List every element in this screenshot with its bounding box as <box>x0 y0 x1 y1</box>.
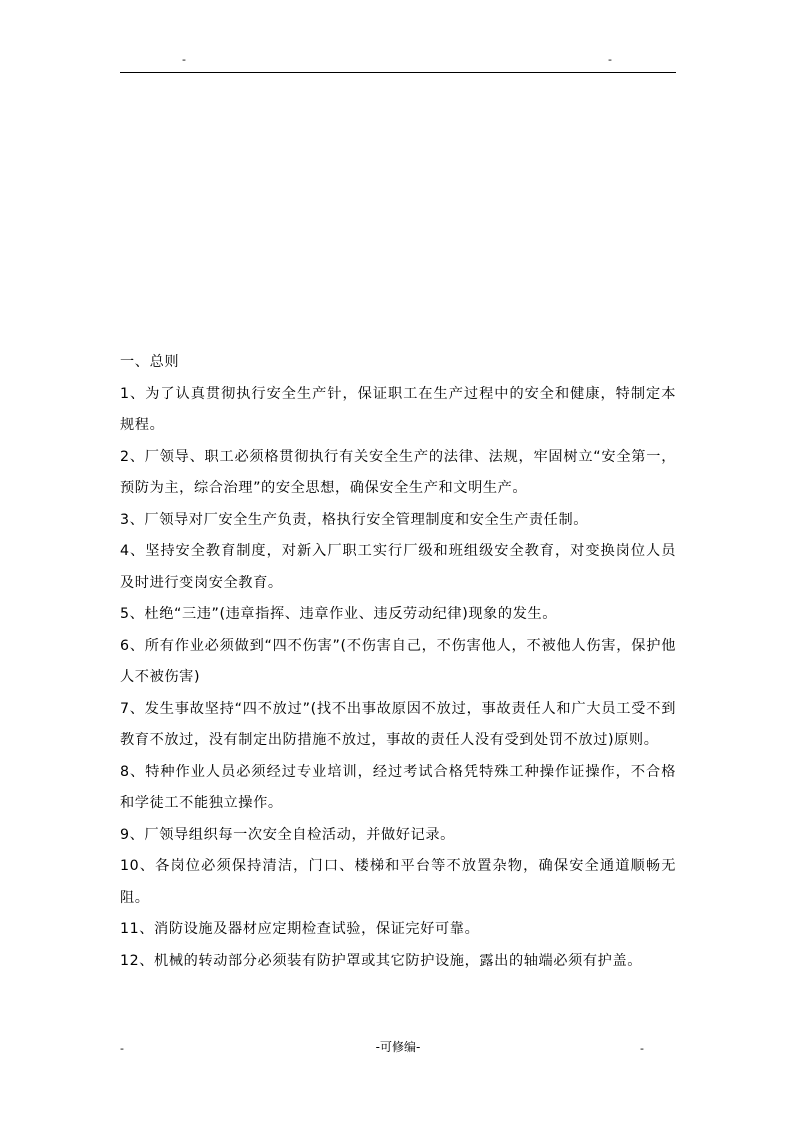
paragraph-11: 11、消防设施及器材应定期检查试验，保证完好可靠。 <box>120 921 480 937</box>
page-footer <box>120 1040 676 1060</box>
footer-center-text: -可修编- <box>375 1040 421 1054</box>
paragraph-3: 3、厂领导对厂安全生产负责，格执行安全管理制度和安全生产责任制。 <box>120 511 589 528</box>
paragraph-9: 9、厂领导组织每一次安全自检活动，并做好记录。 <box>120 826 455 843</box>
header-left-mark: - <box>182 53 186 66</box>
page-header <box>120 52 676 73</box>
paragraph-8: 8、特种作业人员必须经过专业培训，经过考试合格凭特殊工种操作证操作，不合格和学徒工不能独立操作。 <box>120 763 676 811</box>
paragraph-2: 2、厂领导、职工必须格贯彻执行有关安全生产的法律、法规，牢固树立“安全第一，预防为主，综合治理”的安全思想，确保安全生产和文明生产。 <box>120 448 676 496</box>
paragraph-4: 4、坚持安全教育制度，对新入厂职工实行厂级和班组级安全教育，对变换岗位人员及时进行变岗安全教育。 <box>120 543 676 591</box>
footer-right-mark: - <box>640 1042 644 1055</box>
document-body <box>120 347 676 977</box>
header-right-mark: - <box>608 53 612 66</box>
paragraph-6: 6、所有作业必须做到“四不伤害”(不伤害自己，不伤害他人，不被他人伤害，保护他人不被伤害) <box>120 637 676 685</box>
paragraph-1: 1、为了认真贯彻执行安全生产针，保证职工在生产过程中的安全和健康，特制定本规程。 <box>120 385 676 433</box>
paragraph-7: 7、发生事故坚持“四不放过”(找不出事故原因不放过，事故责任人和广大员工受不到教育不放过，没有制定出防措施不放过，事故的责任人没有受到处罚不放过)原则。 <box>120 700 676 748</box>
footer-left-mark: - <box>120 1042 124 1055</box>
paragraph-10: 10、各岗位必须保持清洁，门口、楼梯和平台等不放置杂物，确保安全通道顺畅无阻。 <box>120 858 676 906</box>
section-title: 一、总则 <box>120 354 180 370</box>
paragraph-12: 12、机械的转动部分必须装有防护罩或其它防护设施，露出的轴端必须有护盖。 <box>120 952 643 969</box>
paragraph-5: 5、杜绝“三违”(违章指挥、违章作业、违反劳动纪律)现象的发生。 <box>120 606 558 622</box>
